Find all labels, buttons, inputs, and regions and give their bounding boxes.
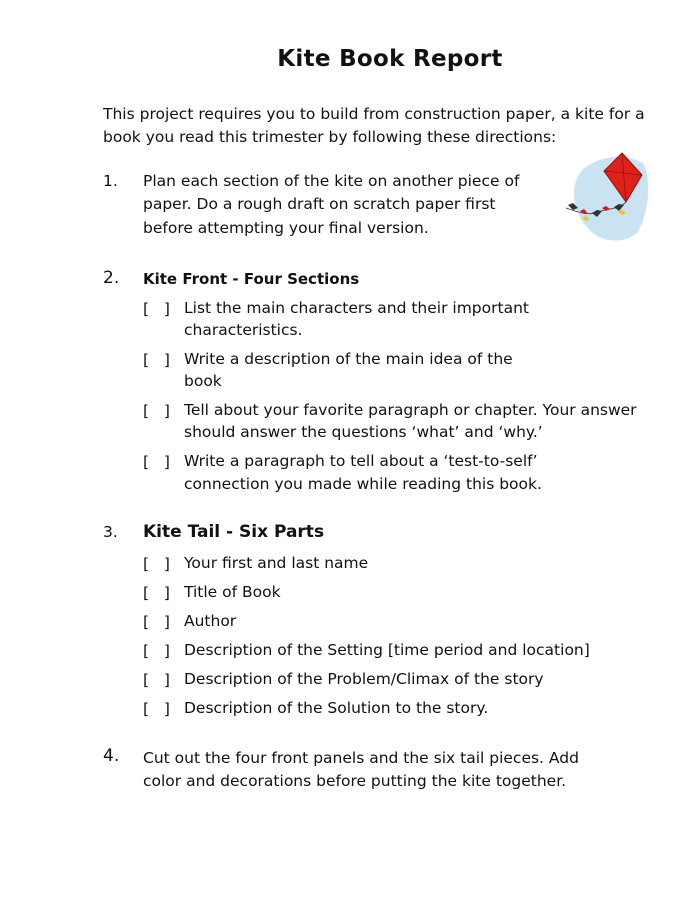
list-item: Tell about your favorite paragraph or chapter. Your answer [184,401,637,419]
step-2-number: 2. [103,268,120,288]
list-item: Author [184,612,237,630]
list-item: book [184,372,222,390]
list-item: Title of Book [184,583,281,601]
step-1-line-3: before attempting your final version. [143,219,429,237]
checkbox[interactable]: [ ] [143,700,170,718]
checkbox[interactable]: [ ] [143,453,170,471]
page-title: Kite Book Report [277,46,503,72]
checkbox[interactable]: [ ] [143,613,170,631]
checkbox[interactable]: [ ] [143,642,170,660]
step-1-line-1: Plan each section of the kite on another piece of [143,172,520,190]
checkbox[interactable]: [ ] [143,300,170,318]
kite-icon [556,150,652,246]
step-4-line-1: Cut out the four front panels and the six tail pieces. Add [143,749,579,767]
step-2-heading: Kite Front - Four Sections [143,270,360,288]
checkbox[interactable]: [ ] [143,555,170,573]
list-item: connection you made while reading this book. [184,475,542,493]
checkbox[interactable]: [ ] [143,351,170,369]
step-3-number: 3. [103,523,118,541]
step-4-number: 4. [103,746,120,766]
list-item: Description of the Solution to the story. [184,699,489,717]
step-3-heading: Kite Tail - Six Parts [143,522,325,542]
checkbox[interactable]: [ ] [143,584,170,602]
list-item: Write a paragraph to tell about a ‘test-to-self’ [184,452,538,470]
list-item: Write a description of the main idea of the [184,350,513,368]
list-item: characteristics. [184,321,303,339]
step-4-line-2: color and decorations before putting the kite together. [143,772,567,790]
list-item: List the main characters and their important [184,299,529,317]
intro-paragraph: This project requires you to build from construction paper, a kite for a book you read this trimester by following these directions: [103,105,645,146]
list-item: Description of the Setting [time period and location] [184,641,590,659]
checkbox[interactable]: [ ] [143,671,170,689]
list-item: Description of the Problem/Climax of the story [184,670,544,688]
step-1-number: 1. [103,172,118,190]
list-item: Your first and last name [184,554,369,572]
step-1-line-2: paper. Do a rough draft on scratch paper first [143,195,496,213]
list-item: should answer the questions ‘what’ and ‘why.’ [184,423,543,441]
checkbox[interactable]: [ ] [143,402,170,420]
